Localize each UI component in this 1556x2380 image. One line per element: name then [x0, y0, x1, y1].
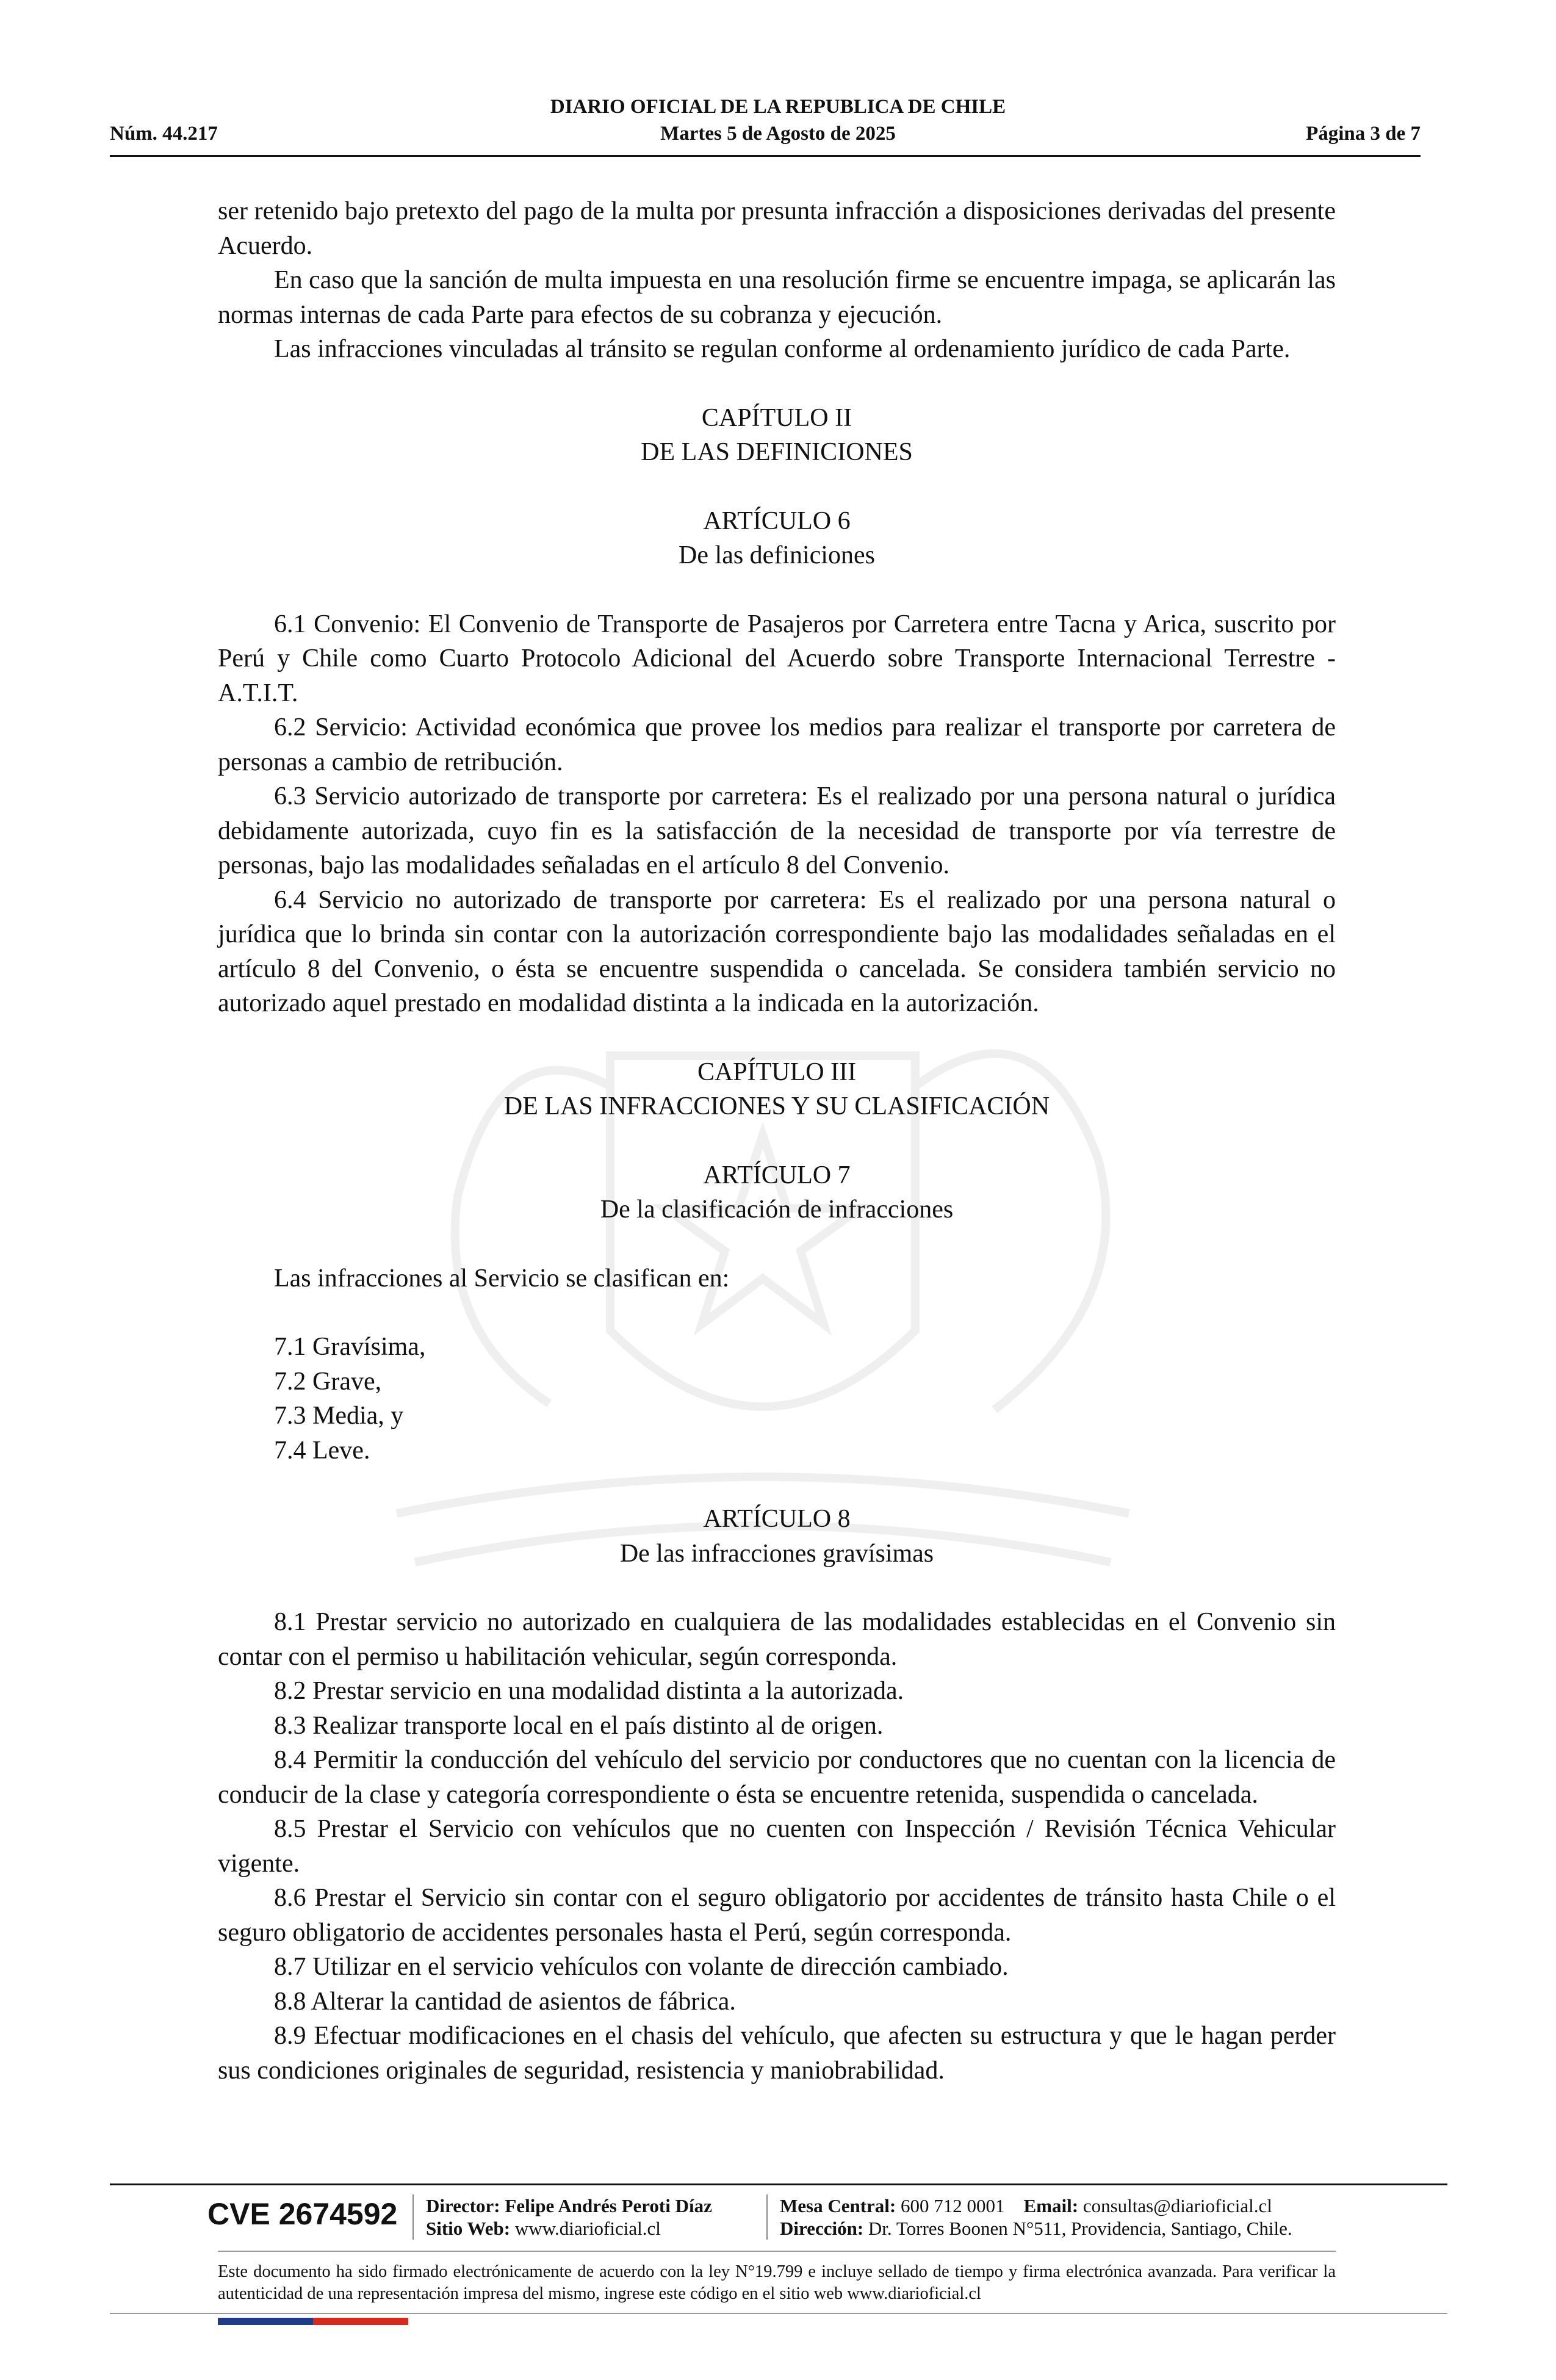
infraction-item: 8.8 Alterar la cantidad de asientos de fábrica.	[274, 1987, 736, 2016]
director-name: Felipe Andrés Peroti Díaz	[505, 2195, 712, 2216]
list-item: 7.4 Leve.	[274, 1436, 370, 1465]
director-label: Director:	[426, 2195, 500, 2216]
chapter-heading: CAPÍTULO II	[701, 403, 852, 432]
flag-stripe-red	[313, 2318, 408, 2325]
issue-number: Núm. 44.217	[110, 123, 218, 145]
footer-inner-divider	[218, 2251, 1336, 2252]
paragraph: Las infracciones al Servicio se clasifican en:	[274, 1264, 730, 1293]
infraction-item: 8.2 Prestar servicio en una modalidad distinta a la autorizada.	[274, 1677, 904, 1705]
address-text: Dr. Torres Boonen N°511, Providencia, Santiago, Chile.	[868, 2218, 1292, 2239]
article-heading: ARTÍCULO 8	[703, 1505, 851, 1533]
infraction-item: 8.4 Permitir la conducción del vehículo del servicio por conductores que no cuentan con la licencia de conducir de la clase y categoría correspondiente o ésta se encuentre retenida, suspendida o cancelada.	[218, 1746, 1336, 1809]
list-item: 7.3 Media, y	[274, 1402, 404, 1430]
article-subheading: De las infracciones gravísimas	[619, 1539, 934, 1568]
chapter-subheading: DE LAS DEFINICIONES	[641, 438, 913, 466]
definition-item: 6.4 Servicio no autorizado de transporte por carretera: Es el realizado por una persona natural o jurídica que lo brinda sin contar con la autorización correspondiente bajo las modalidades señaladas en el artículo 8 del Convenio, o ésta se encuentre suspendida o cancelada. Se considera también servicio no autorizado aquel prestado en modalidad distinta a la indicada en la autorización.	[218, 885, 1336, 1017]
definition-item: 6.2 Servicio: Actividad económica que provee los medios para realizar el transporte por carretera de personas a cambio de retribución.	[218, 713, 1336, 776]
address-label: Dirección:	[780, 2218, 864, 2239]
website-label: Sitio Web:	[426, 2218, 511, 2239]
infraction-item: 8.9 Efectuar modificaciones en el chasis del vehículo, que afecten su estructura y que le hagan perder sus condiciones originales de seguridad, resistencia y maniobrabilidad.	[218, 2022, 1336, 2085]
document-body	[218, 194, 1336, 2088]
infraction-item: 8.6 Prestar el Servicio sin contar con el seguro obligatorio por accidentes de tránsito hasta Chile o el seguro obligatorio de accidentes personales hasta el Perú, según corresponda.	[218, 1884, 1336, 1947]
footer-separator	[412, 2194, 414, 2240]
paragraph: Las infracciones vinculadas al tránsito se regulan conforme al ordenamiento jurídico de cada Parte.	[274, 335, 1291, 363]
flag-stripe-blue	[218, 2318, 313, 2325]
chapter-subheading: DE LAS INFRACCIONES Y SU CLASIFICACIÓN	[503, 1092, 1050, 1120]
signature-notice: Este documento ha sido firmado electrónicamente de acuerdo con la ley N°19.799 e incluye sellado de tiempo y firma electrónica avanzada. Para verificar la autenticidad de una representación impresa del mismo, ingrese este código en el sitio web www.diarioficial.cl	[218, 2262, 1336, 2303]
infraction-item: 8.3 Realizar transporte local en el país distinto al de origen.	[274, 1711, 884, 1740]
infraction-item: 8.5 Prestar el Servicio con vehículos que no cuenten con Inspección / Revisión Técnica Vehicular vigente.	[218, 1815, 1336, 1878]
page-indicator: Página 3 de 7	[1306, 123, 1421, 145]
newspaper-title: DIARIO OFICIAL DE LA REPUBLICA DE CHILE	[550, 96, 1006, 118]
definition-item: 6.3 Servicio autorizado de transporte por carretera: Es el realizado por una persona natural o jurídica debidamente autorizada, cuyo fin es la satisfacción de la necesidad de transporte por vía terrestre de personas, bajo las modalidades señaladas en el artículo 8 del Convenio.	[218, 782, 1336, 879]
footer-bottom-divider	[110, 2313, 1447, 2314]
paragraph: En caso que la sanción de multa impuesta en una resolución firme se encuentre impaga, se aplicarán las normas internas de cada Parte para efectos de su cobranza y ejecución.	[218, 266, 1336, 329]
cve-code: CVE 2674592	[207, 2197, 398, 2231]
footer-separator	[766, 2194, 768, 2240]
infraction-item: 8.7 Utilizar en el servicio vehículos con volante de dirección cambiado.	[274, 1953, 1009, 1981]
footer-divider	[110, 2183, 1447, 2185]
chapter-heading: CAPÍTULO III	[697, 1058, 857, 1086]
article-subheading: De la clasificación de infracciones	[600, 1195, 954, 1224]
footer-director-block	[426, 2194, 712, 2240]
email-label: Email:	[1023, 2195, 1079, 2216]
footer-contact-block	[780, 2194, 1292, 2240]
article-subheading: De las definiciones	[679, 541, 875, 569]
list-item: 7.2 Grave,	[274, 1367, 382, 1396]
issue-date: Martes 5 de Agosto de 2025	[660, 123, 896, 145]
paragraph: ser retenido bajo pretexto del pago de la multa por presunta infracción a disposiciones derivadas del presente Acuerdo.	[218, 197, 1336, 260]
mesa-label: Mesa Central:	[780, 2195, 896, 2216]
list-item: 7.1 Gravísima,	[274, 1333, 426, 1361]
email-link[interactable]: consultas@diarioficial.cl	[1082, 2195, 1272, 2216]
mesa-phone: 600 712 0001	[901, 2195, 1005, 2216]
definition-item: 6.1 Convenio: El Convenio de Transporte de Pasajeros por Carretera entre Tacna y Arica, suscrito por Perú y Chile como Cuarto Protocolo Adicional del Acuerdo sobre Transporte Internacional Terrestre - A.T.I.T.	[218, 610, 1336, 707]
infraction-item: 8.1 Prestar servicio no autorizado en cualquiera de las modalidades establecidas en el Convenio sin contar con el permiso u habilitación vehicular, según corresponda.	[218, 1608, 1336, 1671]
website-link[interactable]: www.diarioficial.cl	[514, 2218, 661, 2239]
header-divider	[110, 155, 1421, 157]
article-heading: ARTÍCULO 7	[703, 1161, 851, 1189]
article-heading: ARTÍCULO 6	[703, 507, 851, 535]
